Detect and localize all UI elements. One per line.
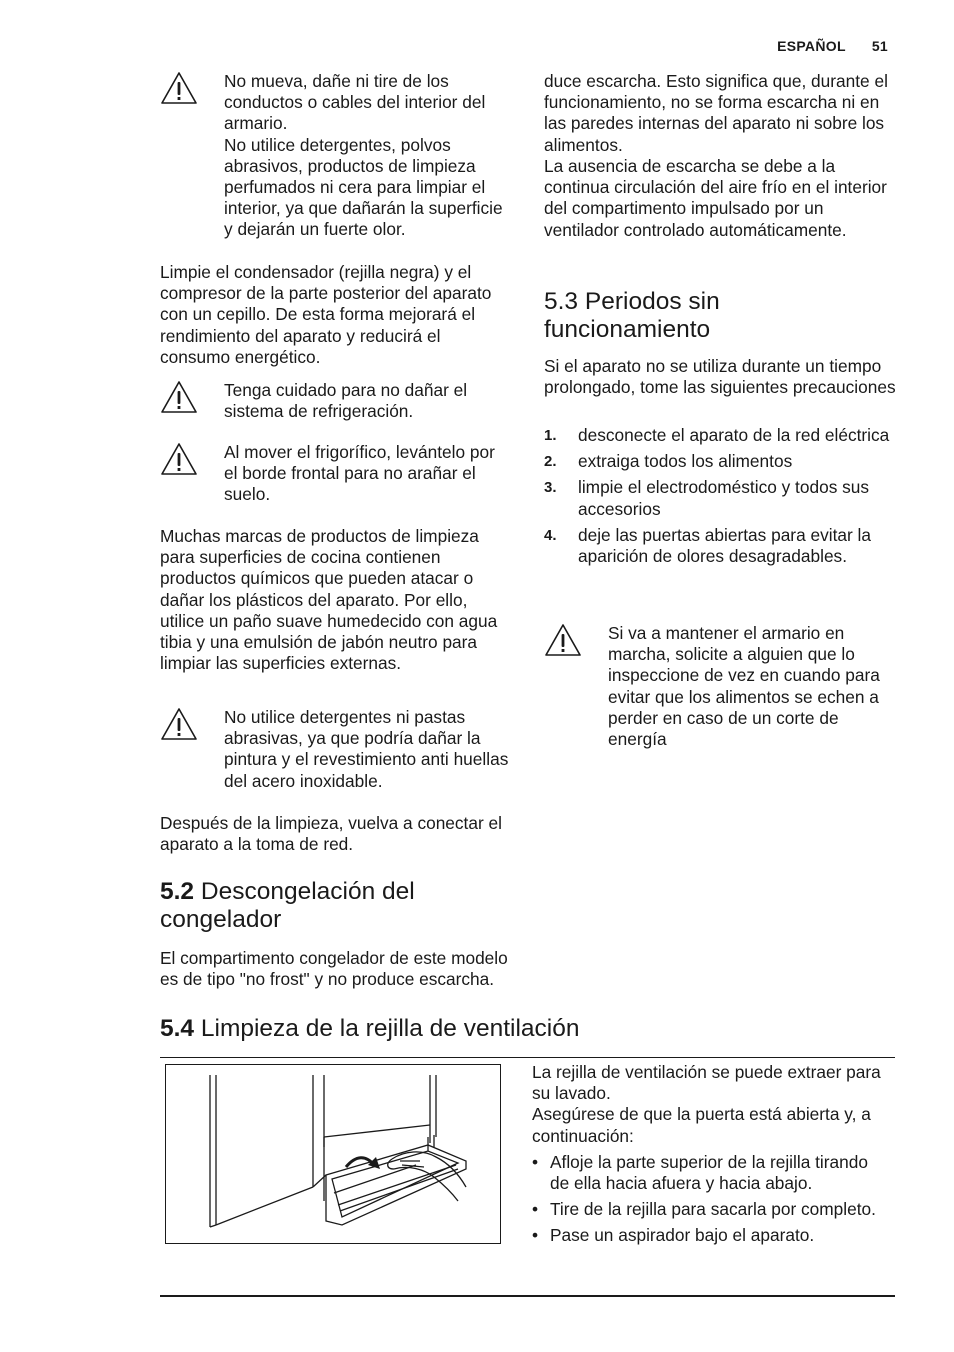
- list-item: [544, 451, 896, 472]
- list-item: • Pase un aspirador bajo el aparato.: [532, 1225, 884, 1246]
- section-number: 5.2: [160, 878, 195, 905]
- section-heading-5-4: [160, 1015, 860, 1043]
- list-text: deje las puertas abiertas para evitar la aparición de olores desagradables.: [578, 524, 871, 567]
- paragraph-no-frost-continued: duce escarcha. Esto significa que, durante el funcionamiento, no se forma escarcha ni en las paredes internas del aparato ni sobre los alimentos.: [544, 71, 888, 155]
- warning-block-inspection: [544, 623, 896, 753]
- paragraph-door-open: Asegúrese de que la puerta está abierta y, a continuación:: [532, 1104, 871, 1146]
- list-text: extraiga todos los alimentos: [578, 451, 793, 472]
- section-title: Limpieza de la rejilla de ventilación: [200, 1015, 580, 1042]
- list-item: • Afloje la parte superior de la rejilla tirando de ella hacia afuera y hacia abajo.: [532, 1152, 884, 1194]
- section-title: Descongelación del congelador: [160, 878, 415, 933]
- vent-grille-removal-illustration: [165, 1064, 501, 1244]
- bullet-list: [532, 1152, 884, 1247]
- paragraph-condenser: Limpie el condensador (rejilla negra) y el compresor de la parte posterior del aparato con un cepillo. De esta forma mejorará el rendimiento del aparato y reducirá el consumo energético.: [160, 262, 492, 367]
- warning-text: No utilice detergentes ni pastas abrasivas, ya que podría dañar la pintura y el revestimiento anti huellas del acero inoxidable.: [224, 707, 509, 791]
- section-number: 5.3: [544, 288, 579, 315]
- warning-text: Tenga cuidado para no dañar el sistema de refrigeración.: [224, 380, 468, 422]
- list-item: • Tire de la rejilla para sacarla por completo.: [532, 1199, 884, 1220]
- warning-block-abrasives: [160, 707, 510, 795]
- list-number: 1.: [544, 427, 557, 444]
- section-5-4-text: [532, 1062, 884, 1252]
- warning-block-refrigeration: [160, 380, 510, 424]
- steps-list: [544, 425, 896, 567]
- warning-text: No mueva, dañe ni tire de los conductos o cables del interior del armario.: [224, 71, 486, 134]
- page-number: 51: [871, 38, 888, 54]
- page-header: [777, 38, 888, 54]
- section-number: 5.4: [160, 1015, 195, 1042]
- list-text: desconecte el aparato de la red eléctrica: [578, 425, 890, 445]
- warning-triangle-icon: [160, 442, 198, 476]
- list-number: 2.: [544, 453, 557, 471]
- list-item: [544, 525, 896, 567]
- section-title: Periodos sin funcionamiento: [544, 288, 720, 343]
- paragraph-reconnect: Después de la limpieza, vuelva a conectar el aparato a la toma de red.: [160, 813, 502, 855]
- section-bottom-rule: [160, 1295, 895, 1297]
- list-item: [544, 425, 896, 446]
- paragraph-precautions: Si el aparato no se utiliza durante un tiempo prolongado, tome las siguientes precauciones: [544, 356, 896, 398]
- section-heading-5-3: [544, 288, 864, 344]
- warning-text: Al mover el frigorífico, levántelo por el borde frontal para no arañar el suelo.: [224, 442, 495, 505]
- warning-triangle-icon: [544, 623, 582, 657]
- section-heading-5-2: [160, 878, 500, 934]
- paragraph-cold-air: La ausencia de escarcha se debe a la continua circulación del aire frío en el interior del compartimento impulsado por un ventilador controlado automáticamente.: [544, 156, 887, 240]
- warning-block-moving: [160, 442, 510, 508]
- warning-triangle-icon: [160, 71, 198, 105]
- list-number: 4.: [544, 526, 557, 544]
- warning-block-ducts: [160, 71, 510, 243]
- warning-triangle-icon: [160, 707, 198, 741]
- list-text: limpie el electrodoméstico y todos sus accesorios: [578, 477, 870, 519]
- list-number: 3.: [544, 479, 557, 497]
- warning-text: Si va a mantener el armario en marcha, solicite a alguien que lo inspeccione de vez en cuando para evitar que los alimentos se echen a perder en caso de un corte de energía: [608, 623, 880, 750]
- warning-text: No utilice detergentes, polvos abrasivos, productos de limpieza perfumados ni cera para limpiar el interior, ya que dañarán la superficie y dejarán un fuerte olor.: [224, 134, 503, 240]
- paragraph-removable: La rejilla de ventilación se puede extraer para su lavado.: [532, 1062, 881, 1104]
- warning-triangle-icon: [160, 380, 198, 414]
- list-item: [544, 477, 896, 519]
- header-language: ESPAÑOL: [777, 38, 846, 54]
- paragraph-no-frost: El compartimento congelador de este modelo es de tipo "no frost" y no produce escarcha.: [160, 948, 508, 990]
- section-top-rule: [160, 1057, 895, 1058]
- paragraph-cleaning-products: Muchas marcas de productos de limpieza para superficies de cocina contienen productos químicos que pueden atacar o dañar los plásticos del aparato. Por ello, utilice un paño suave humedecido con agua tibia y una emulsión de jabón neutro para limpiar las superficies externas.: [160, 526, 498, 674]
